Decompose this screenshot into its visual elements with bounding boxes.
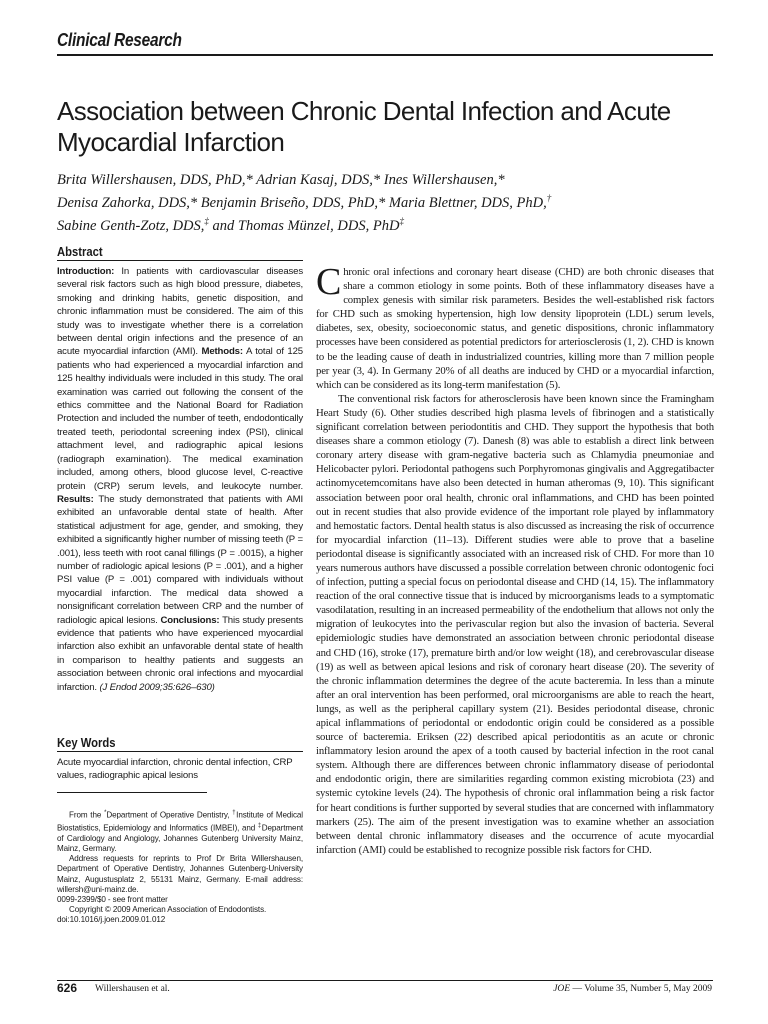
abstract-conclusions-label: Conclusions: bbox=[160, 614, 220, 626]
journal-info bbox=[553, 984, 712, 994]
page-number: 626 bbox=[57, 981, 78, 995]
section-label: Clinical Research bbox=[57, 30, 182, 50]
author-list bbox=[57, 171, 717, 235]
body-paragraph-1 bbox=[316, 261, 714, 392]
affiliation-text: Department of Cardiology and Angiology, Johannes Gutenberg University Mainz, Mainz, Germany. bbox=[57, 823, 303, 853]
keywords-section bbox=[57, 736, 303, 783]
author-line-2 bbox=[57, 189, 717, 212]
affiliation-mark: ‡ bbox=[399, 215, 404, 226]
abstract-methods-label: Methods: bbox=[201, 346, 243, 358]
footer-rule bbox=[57, 980, 713, 981]
abstract-conclusions-text: This study presents evidence that patients who have experienced myocardial infarction also exhibit an unfavorable dental state of health in comparison to healthy patients and suggests an association between chronic oral infections and myocardial infarction. bbox=[57, 614, 303, 693]
affiliation-text: Department of Operative Dentistry, bbox=[106, 810, 233, 820]
issn-line: 0099-2399/$0 - see front matter bbox=[57, 895, 168, 904]
footnote-rule bbox=[57, 792, 207, 793]
affiliation-mark: † bbox=[232, 810, 237, 816]
affiliation-mark: ‡ bbox=[257, 822, 262, 829]
abstract-intro-label: Introduction: bbox=[57, 266, 115, 277]
affiliation-text: From the bbox=[69, 810, 105, 820]
journal-abbr: JOE bbox=[553, 984, 571, 994]
abstract-text bbox=[57, 265, 303, 694]
doi-line: doi:10.1016/j.joen.2009.01.012 bbox=[57, 915, 166, 925]
author-line-2-text: Denisa Zahorka, DDS,* Benjamin Briseño, DDS, PhD,* Maria Blettner, DDS, PhD, bbox=[57, 194, 547, 211]
affiliation-mark: ‡ bbox=[204, 215, 209, 226]
copyright-line: Copyright © 2009 American Association of Endodontists. bbox=[69, 905, 267, 915]
author-line-3-text: Sabine Genth-Zotz, DDS, bbox=[57, 217, 205, 234]
abstract-results-label: Results: bbox=[57, 493, 94, 505]
affiliation-mark: † bbox=[546, 193, 552, 203]
keywords-rule bbox=[57, 751, 303, 752]
affiliation-mark: * bbox=[104, 810, 107, 816]
abstract-heading: Abstract bbox=[57, 245, 103, 259]
keywords-text: Acute myocardial infarction, chronic dental infection, CRP values, radiographic apical lesions bbox=[57, 757, 293, 782]
body-text bbox=[316, 261, 714, 857]
keywords-heading: Key Words bbox=[57, 736, 116, 750]
article-title: Association between Chronic Dental Infection and Acute Myocardial Infarction bbox=[57, 96, 671, 157]
running-author: Willershausen et al. bbox=[95, 984, 170, 994]
reprint-address: Address requests for reprints to Prof Dr Brita Willershausen, Department of Operative Dentistry, Johannes Gutenberg-University Mainz, Augustusplatz 2, 55131 Mainz, Germany. E-mail address: willersh@uni-mainz.de. bbox=[57, 854, 303, 894]
author-line-3 bbox=[57, 212, 717, 235]
drop-cap: C bbox=[316, 261, 342, 303]
journal-issue: — Volume 35, Number 5, May 2009 bbox=[570, 984, 712, 994]
affiliation-text: Institute of Medical Biostatistics, Epidemiology and Informatics (IMBEI), and bbox=[57, 810, 304, 833]
abstract-section bbox=[57, 245, 303, 694]
author-line-3-text-b: and Thomas Münzel, DDS, PhD bbox=[208, 217, 400, 234]
abstract-methods-text: A total of 125 patients who had experienced a myocardial infarction and 125 healthy individuals were included in this study. The oral examination was carried out following the consent of the ethics committee and the National Board for Radiation Protection and included the number of teeth, endodontically treated teeth, periodontal screening index (PSI), clinical attachment level, and radiographic apical lesions (radiograph examination). The medical examination included, among others, blood glucose level, C-reactive protein (CRP) serum levels, and leukocyte number. bbox=[57, 346, 303, 492]
abstract-intro-text: In patients with cardiovascular diseases several risk factors such as high blood pressure, diabetes, smoking and drinking habits, genetic disposition, and chronic inflammation must be considered. The aim of this study was to investigate whether there is a correlation between dental origin infections and the presence of an acute myocardial infarction (AMI). bbox=[57, 266, 303, 358]
body-paragraph-1-text: hronic oral infections and coronary heart disease (CHD) are both chronic diseases that share a common etiology in some points. Both of these inflammatory diseases have a complex genesis with similar risk parameters. Besides the well-established risk factors for CHD such as smoking hypertension, high low density lipoprotein (LDL) serum levels, diabetes, sex, obesity, socioeconomic status, and genetic dispositions, chronic inflammatory processes have been considered as potential predictors for arteriosclerosis (1, 2). CHD is known to be the leading cause of death in industrialized countries, killing more than 7 million people per year (3, 4). In Germany 20% of all deaths are induced by CHD or a myocardial infarction, which can be considered as its long-term manifestation (5). bbox=[316, 266, 714, 391]
affiliation-paragraph bbox=[57, 808, 303, 854]
abstract-rule bbox=[57, 260, 303, 261]
abstract-citation: (J Endod 2009;35:626–630) bbox=[99, 681, 215, 693]
body-paragraph-2: The conventional risk factors for atherosclerosis have been known since the Framingham Heart Study (6). Other studies described high plasma levels of fibrinogen and a statistically significant correlation between periodontitis and CHD. They support the hypothesis that both diseases share a common etiology (7). Danesh (8) was able to establish a direct link between coronary artery disease with gram-negative bacteria such as Chlamydia pneumoniae and Helicobacter pylori. Periodontal pathogens such Porphyromonas gingivalis and Aggregatibacter actinomycetemcomitans have also been detected in human atheromas (9, 10). This significant association between poor oral health, chronic oral inflammations, and CHD has been pointed out in recent studies that also provide evidence of the important role played by inflammatory and hemostatic factors. Dental health status is also discussed as increasing the risk of occurrence for myocardial infarction (11–13). Different studies were able to prove that a baseline periodontal disease is significantly associated with an increased risk of CHD. For more than 10 years numerous authors have discussed a possible correlation between chronic odontogenic foci of infection, putting a special focus on periodontal disease and CHD (14, 15). The inflammatory reaction of the oral connective tissue that is induced by microorganisms leads to a symptomatic vasodilatation, resulting in an increased permeability of the endothelium that allows not only the migration of leukocytes into the perivascular region but also the invasion of bacteria. Several epidemiologic studies have demonstrated an association between chronic periodontal disease and CHD (16), stroke (17), premature birth and/or low weight (18), and cerebrovascular disease (19) as well as between apical lesions and risk of coronary heart disease (20). The severity of the chronic inflammation determines the degree of the acute bacteremia. In less than a minute after an oral intervention has been performed, oral microorganisms are able to reach the heart, lungs, as well as the peripheral capillary system (21). Besides periodontal disease, chronic apical inflammations of periodontal or endodontic origin could be considered as a possible source of bacteremia. Eriksen (22) described apical periodontitis as an acute or chronic inflammatory lesion around the apex of a tooth caused by bacterial infection in the root canal system. Although there are differences between chronic inflammatory disease of periodontal and endodontic origin, there are similarities regarding common existing microbiota (23) and systemic cytokine levels (24). The hypothesis of chronic oral inflammation being a risk factor for heart conditions is further supported by several studies that are concerned with inflammatory markers (25). The aim of the present investigation was to examine whether an association between dental chronic inflammatory diseases and the occurrence of acute myocardial infarction (AMI) could be established to recognize possible risk factors for CHD. bbox=[316, 392, 714, 856]
author-line-1: Brita Willershausen, DDS, PhD,* Adrian Kasaj, DDS,* Ines Willershausen,* bbox=[57, 172, 505, 188]
abstract-results-text: The study demonstrated that patients with AMI exhibited an unfavorable dental state of health. After statistical adjustment for age, gender, and smoking, they exhibited a significantly higher number of missing teeth (P = .001), less teeth with root canal fillings (P = .0015), a higher number of radiologic apical lesions (P = .001), and a higher PSI value (P = .001) compared with individuals without myocardial infarction. The medical data showed a nonsignificant correlation between CRP and the number of radiologic apical lesions. bbox=[57, 493, 303, 626]
affiliations-footnote bbox=[57, 808, 303, 926]
header-rule bbox=[57, 54, 713, 56]
